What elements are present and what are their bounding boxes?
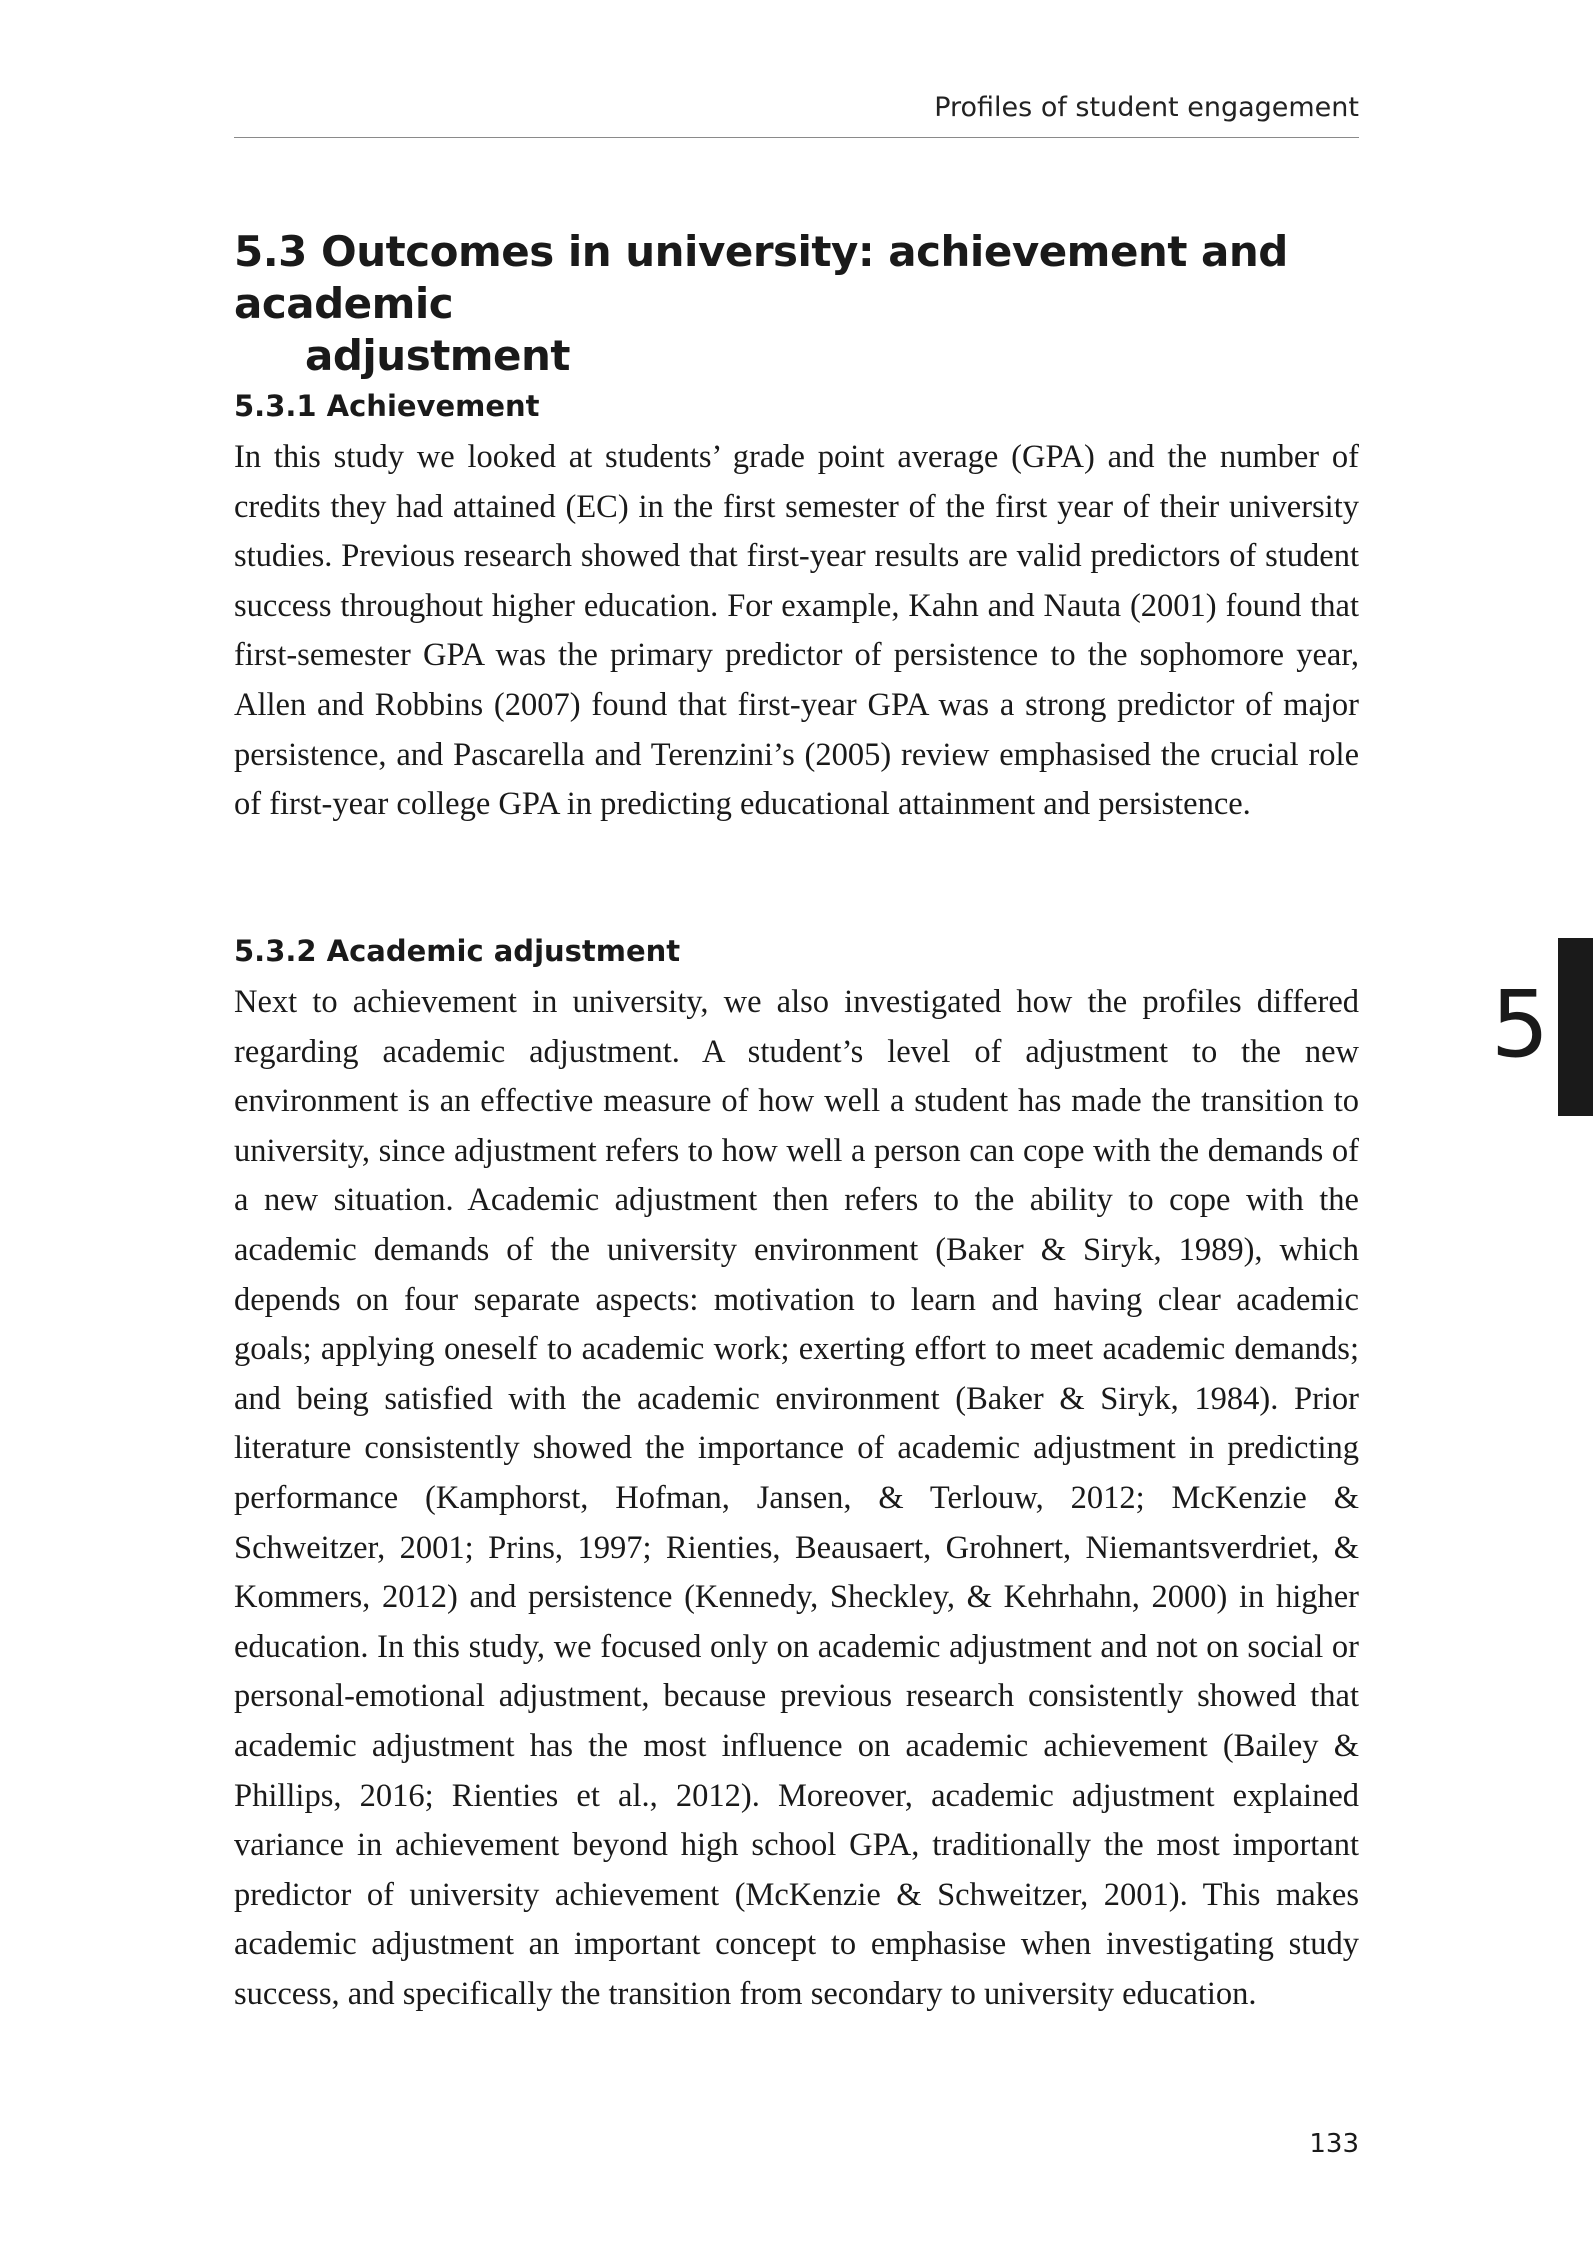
- paragraph-achievement: In this study we looked at students’ grade point average (GPA) and the number of credits they had attained (EC) in the first semester of the first year of their university studies. Previous research showed that first-year results are valid predictors of student success throughout higher education. For example, Kahn and Nauta (2001) found that first-semester GPA was the primary predictor of persistence to the sophomore year, Allen and Robbins (2007) found that first-year GPA was a strong predictor of major persistence, and Pascarella and Terenzini’s (2005) review emphasised the crucial role of first-year college GPA in predicting educational attainment and persistence.: [234, 439, 1359, 823]
- chapter-thumb-tab: [1558, 938, 1593, 1116]
- section-title: [234, 226, 1359, 382]
- page-number: 133: [1309, 2129, 1359, 2159]
- header-rule: [234, 137, 1359, 138]
- subsection-heading-achievement: 5.3.1 Achievement: [234, 389, 540, 423]
- section-title-line1: Outcomes in university: achievement and academic: [234, 227, 1288, 328]
- chapter-number: 5: [1490, 971, 1550, 1078]
- section-title-line2: adjustment: [305, 331, 571, 380]
- paragraph-academic-adjustment: Next to achievement in university, we also investigated how the profiles differed regarding academic adjustment. A student’s level of adjustment to the new environment is an effective measure of how well a student has made the transition to university, since adjustment refers to how well a person can cope with the demands of a new situation. Academic adjustment then refers to the ability to cope with the academic demands of the university environment (Baker & Siryk, 1989), which depends on four separate aspects: motivation to learn and having clear academic goals; applying oneself to academic work; exerting effort to meet academic demands; and being satisfied with the academic environment (Baker & Siryk, 1984). Prior literature consistently showed the importance of academic adjustment in predicting performance (Kamphorst, Hofman, Jansen, & Terlouw, 2012; McKenzie & Schweitzer, 2001; Prins, 1997; Rienties, Beausaert, Grohnert, Niemantsverdriet, & Kommers, 2012) and persistence (Kennedy, Sheckley, & Kehrhahn, 2000) in higher education. In this study, we focused only on academic adjustment and not on social or personal-emotional adjustment, because previous research consistently showed that academic adjustment has the most influence on academic achievement (Bailey & Phillips, 2016; Rienties et al., 2012). Moreover, academic adjustment explained variance in achievement beyond high school GPA, traditionally the most important predictor of university achievement (McKenzie & Schweitzer, 2001). This makes academic adjustment an important concept to emphasise when investigating study success, and specifically the transition from secondary to university education.: [234, 984, 1359, 2012]
- section-number: 5.3: [234, 227, 307, 276]
- subsection-heading-academic-adjustment: 5.3.2 Academic adjustment: [234, 934, 681, 968]
- running-header: Profiles of student engagement: [934, 92, 1359, 123]
